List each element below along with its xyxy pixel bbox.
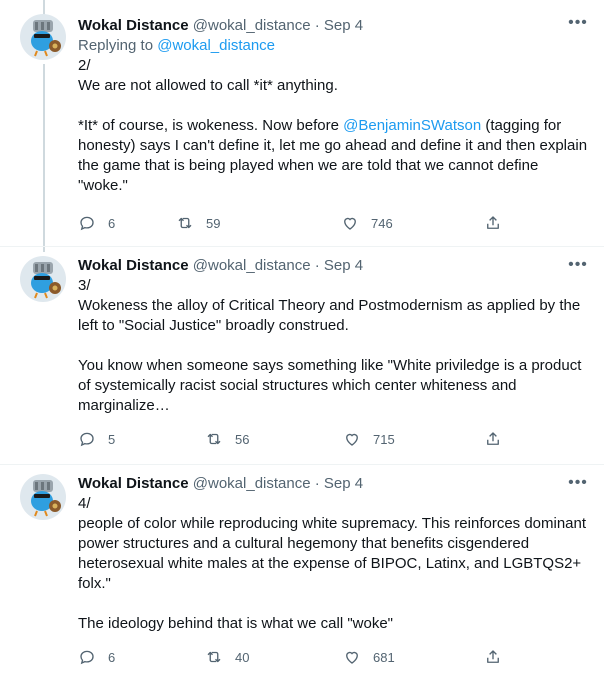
tweet-paragraph: The ideology behind that is what we call "woke" <box>78 615 393 632</box>
tweet-paragraph: You know when someone says something like "White priviledge is a product of systemically racist social structures which center whiteness and marginalize… <box>78 357 582 414</box>
author-handle[interactable]: @wokal_distance <box>192 475 311 492</box>
tweet-paragraph: 4/ people of color while reproducing white supremacy. This reinforces dominant power structures and a cultural hegemony that benefits cisgendered heterosexual white males at the expense of BIPOC, Latinx, and LGBTQS2+ folx." <box>78 495 587 592</box>
tweet-line: We are not allowed to call *it* anything. <box>78 77 338 94</box>
share-button[interactable] <box>484 214 502 232</box>
like-count: 681 <box>373 649 395 665</box>
like-icon <box>343 430 361 448</box>
like-icon <box>343 648 361 666</box>
tweet-date[interactable]: · Sep 4 <box>314 257 364 274</box>
reply-icon <box>78 214 96 232</box>
reply-button[interactable] <box>78 214 115 232</box>
replying-to-label: Replying to <box>78 37 154 54</box>
retweet-button[interactable] <box>205 648 249 666</box>
more-options-icon[interactable]: ••• <box>568 474 588 491</box>
tweet-header <box>78 16 590 36</box>
share-button[interactable] <box>484 430 502 448</box>
more-options-icon[interactable]: ••• <box>568 14 588 31</box>
share-button[interactable] <box>484 648 502 666</box>
tweet-header <box>78 256 590 276</box>
reply-icon <box>78 430 96 448</box>
retweet-count: 40 <box>235 649 250 665</box>
tweet[interactable] <box>0 0 604 247</box>
share-icon <box>484 430 502 448</box>
reply-button[interactable] <box>78 648 115 666</box>
reply-icon <box>78 648 96 666</box>
retweet-button[interactable] <box>205 430 249 448</box>
tweet-text <box>78 494 590 634</box>
tweet[interactable] <box>0 464 604 680</box>
share-icon <box>484 214 502 232</box>
tweet-date[interactable]: · Sep 4 <box>314 475 364 492</box>
tweet-date[interactable]: · Sep 4 <box>314 17 364 34</box>
like-button[interactable] <box>343 430 395 448</box>
share-icon <box>484 648 502 666</box>
like-icon <box>341 214 359 232</box>
like-button[interactable] <box>343 648 395 666</box>
more-options-icon[interactable]: ••• <box>568 256 588 273</box>
like-count: 715 <box>373 431 395 447</box>
mention-link[interactable]: @BenjaminSWatson <box>343 117 482 134</box>
retweet-icon <box>205 430 223 448</box>
like-count: 746 <box>371 215 393 231</box>
avatar[interactable] <box>20 14 66 60</box>
like-button[interactable] <box>341 214 393 232</box>
retweet-icon <box>176 214 194 232</box>
tweet-text <box>78 56 590 196</box>
author-name[interactable]: Wokal Distance <box>78 17 189 34</box>
author-name[interactable]: Wokal Distance <box>78 475 189 492</box>
reply-count: 5 <box>108 431 116 447</box>
tweet-paragraph: 3/ Wokeness the alloy of Critical Theory and Postmodernism as applied by the left to "Social Justice" broadly construed. <box>78 277 581 334</box>
reply-button[interactable] <box>78 430 115 448</box>
retweet-count: 59 <box>206 215 221 231</box>
avatar[interactable] <box>20 256 66 302</box>
retweet-count: 56 <box>235 431 250 447</box>
tweet-actions <box>78 214 508 234</box>
replying-to <box>78 36 590 56</box>
author-name[interactable]: Wokal Distance <box>78 257 189 274</box>
replying-to-mention[interactable]: @wokal_distance <box>157 37 276 54</box>
tweet-paragraph: *It* of course, is wokeness. Now before @BenjaminSWatson (tagging for honesty) says I can't define it, let me go ahead and define it and then explain the game that is being played when we are told that we cannot define "woke." <box>78 117 588 194</box>
tweet-line: 2/ <box>78 57 91 74</box>
author-handle[interactable]: @wokal_distance <box>192 17 311 34</box>
retweet-icon <box>205 648 223 666</box>
reply-count: 6 <box>108 649 116 665</box>
tweet-actions <box>78 648 508 668</box>
author-handle[interactable]: @wokal_distance <box>192 257 311 274</box>
reply-count: 6 <box>108 215 116 231</box>
tweet[interactable] <box>0 246 604 465</box>
retweet-button[interactable] <box>176 214 220 232</box>
avatar[interactable] <box>20 474 66 520</box>
tweet-actions <box>78 430 508 450</box>
tweet-header <box>78 474 590 494</box>
tweet-text <box>78 276 590 416</box>
